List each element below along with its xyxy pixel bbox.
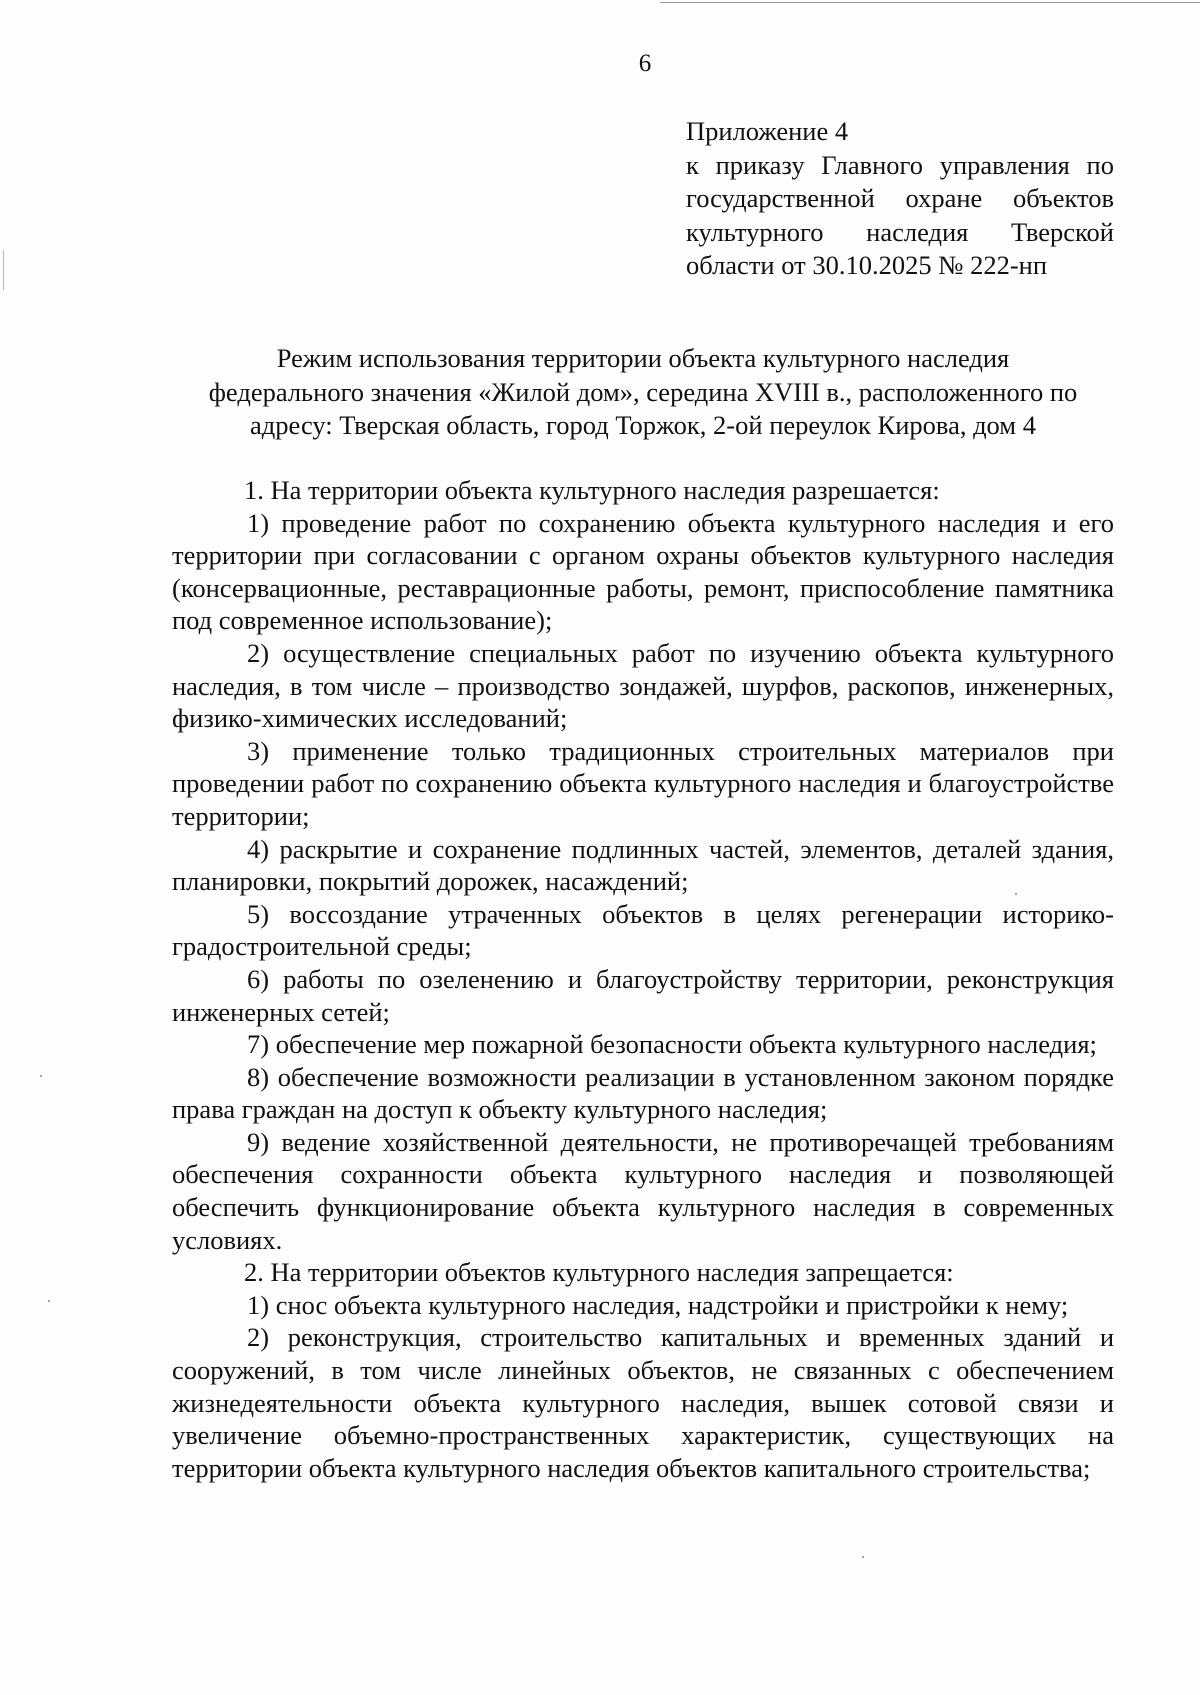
title-line: федерального значения «Жилой дом», середина XVIII в., расположенного по (208, 376, 1078, 407)
section-2-item: 2) реконструкция, строительство капитальных и временных зданий и сооружений, в том числе линейных объектов, не связанных с обеспечением жизнедеятельности объекта культурного наследия, вышек сотовой связи и увеличение объемно-пространственных характеристик, существующих на территории объекта культурного наследия объектов капитального строительства; (172, 1322, 1114, 1483)
section-1-item: 7) обеспечение мер пожарной безопасности объекта культурного наследия; (247, 1029, 1097, 1060)
section-1-heading: 1. На территории объекта культурного наследия разрешается: (244, 475, 940, 505)
page-number: 6 (638, 50, 652, 77)
appendix-line: области от 30.10.2025 № 222-нп (686, 250, 1048, 280)
section-1-item: 4) раскрытие и сохранение подлинных частей, элементов, деталей здания, планировки, покрытий дорожек, насаждений; (172, 833, 1114, 897)
appendix-line: государственной охране объектов (686, 183, 1114, 213)
section-1-item: 3) применение только традиционных строительных материалов при проведении работ по сохранению объекта культурного наследия и благоустройстве территории; (172, 735, 1114, 831)
document-title (172, 342, 1114, 443)
section-2-heading: 2. На территории объектов культурного наследия запрещается: (244, 1257, 954, 1288)
appendix-block (686, 115, 1114, 283)
title-line: Режим использования территории объекта культурного наследия (276, 343, 1010, 373)
appendix-line: культурного наследия Тверской (686, 216, 1114, 247)
scan-edge-left (3, 250, 4, 290)
document-body (172, 474, 1114, 1484)
section-1-item: 8) обеспечение возможности реализации в установленном законом порядке права граждан на доступ к объекту культурного наследия; (172, 1061, 1114, 1125)
scan-edge-top (660, 2, 1200, 3)
appendix-line: Приложение 4 (686, 116, 849, 146)
section-2-item: 1) снос объекта культурного наследия, надстройки и пристройки к нему; (247, 1289, 1069, 1320)
scan-speck (862, 1556, 864, 1558)
title-line: адресу: Тверская область, город Торжок, 2-ой переулок Кирова, дом 4 (250, 410, 1036, 440)
scan-speck (48, 1300, 50, 1302)
appendix-line: к приказу Главного управления по (686, 149, 1114, 180)
section-1-item: 9) ведение хозяйственной деятельности, не противоречащей требованиям обеспечения сохранности объекта культурного наследия и позволяющей обеспечить функционирование объекта культурного наследия в современных условиях. (172, 1126, 1114, 1255)
section-1-item: 5) воссоздание утраченных объектов в целях регенерации историко-градостроительной среды; (172, 898, 1114, 962)
section-1-item: 2) осуществление специальных работ по изучению объекта культурного наследия, в том числе – производство зондажей, шурфов, раскопов, инженерных, физико-химических исследований; (172, 637, 1114, 734)
section-1-item: 6) работы по озеленению и благоустройству территории, реконструкция инженерных сетей; (172, 963, 1114, 1027)
section-1-item: 1) проведение работ по сохранению объекта культурного наследия и его территории при согласовании с органом охраны объектов культурного наследия (консервационные, реставрационные работы, ремонт, приспособление памятника под современное использование); (172, 507, 1114, 636)
scan-speck (40, 1075, 42, 1077)
